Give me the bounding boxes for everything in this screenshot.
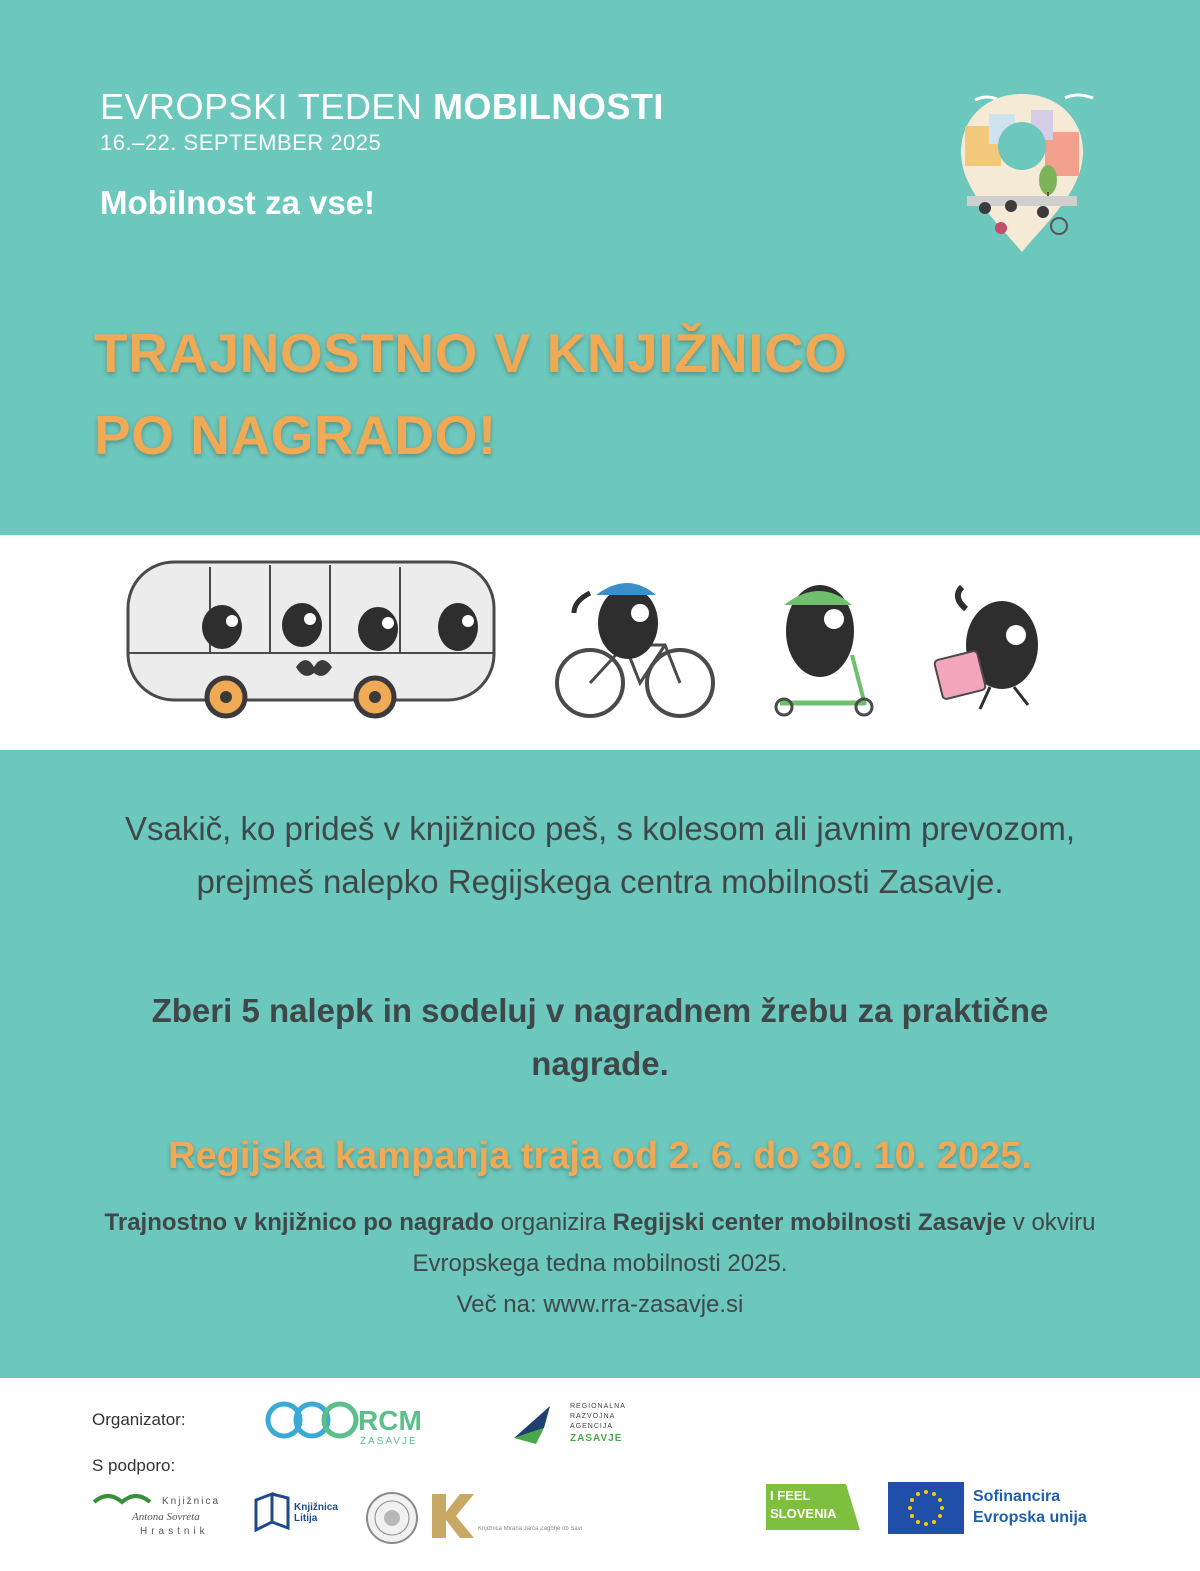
info-section <box>0 750 1200 1378</box>
headline <box>94 312 848 476</box>
org-bold2: Regijski center mobilnosti Zasavje <box>612 1209 1007 1236</box>
org-bold1: Trajnostno v knjižnico po nagrado <box>104 1209 494 1236</box>
org-text1: organizira <box>493 1209 613 1236</box>
organizer-note <box>60 1202 1140 1325</box>
more-info-link[interactable]: Več na: www.rra-zasavje.si <box>456 1291 744 1318</box>
k-logo-subtitle: Knjižnica Mirana Jarca Zagorje ob Savi <box>478 1526 583 1532</box>
litija-logo-text: Knjižnica Litija <box>294 1502 338 1524</box>
headline-line2: PO NAGRADO! <box>94 404 497 466</box>
bicycle-icon <box>557 583 713 716</box>
week-title-light: EVROPSKI TEDEN <box>100 86 433 127</box>
illustration-strip <box>0 535 1200 750</box>
walking-icon <box>934 587 1038 709</box>
headline-line1: TRAJNOSTNO V KNJIŽNICO <box>94 322 848 384</box>
org-text2: v okviru Evropskega tedna mobilnosti 2025. <box>412 1209 1096 1277</box>
header-section <box>0 0 1200 535</box>
eu-cofunding-text <box>973 1486 1087 1528</box>
ifeel-line2: SLOVENIA <box>770 1506 837 1521</box>
hrastnik-logo-line3: Hrastnik <box>140 1526 209 1537</box>
rcm-logo-sub: ZASAVJE <box>360 1436 418 1447</box>
rcm-logo-text: RCM <box>358 1405 422 1436</box>
paragraph-stickers: Vsakič, ko prideš v knjižnico peš, s kolesom ali javnim prevozom, prejmeš nalepko Regijskega centra mobilnosti Zasavje. <box>124 810 1076 900</box>
paragraph-prize-draw: Zberi 5 nalepk in sodeluj v nagradnem žrebu za praktične nagrade. <box>151 992 1049 1082</box>
i-feel-slovenia-logo <box>764 1482 862 1532</box>
mobility-illustration <box>0 535 1200 750</box>
rra-logo-line2: RAZVOJNA <box>570 1413 616 1420</box>
eu-flag-icon <box>888 1482 964 1534</box>
ifeel-line1: I FEEL <box>770 1488 811 1503</box>
location-pin-icon <box>945 86 1100 258</box>
rra-logo-line1: REGIONALNA <box>570 1403 626 1410</box>
knjiznica-litija-logo <box>252 1490 356 1536</box>
eu-line2: Evropska unija <box>973 1509 1087 1526</box>
knjiznica-hrastnik-logo <box>92 1490 248 1538</box>
organizer-label: Organizator: <box>92 1410 186 1429</box>
bus-icon <box>128 562 494 716</box>
footer-section <box>0 1378 1200 1571</box>
rra-logo-line3: AGENCIJA <box>570 1423 614 1430</box>
eu-line1: Sofinancira <box>973 1488 1061 1505</box>
scooter-icon <box>776 585 872 715</box>
support-label: S podporo: <box>92 1456 176 1475</box>
rra-logo-line4: ZASAVJE <box>570 1433 623 1444</box>
slogan: Mobilnost za vse! <box>100 184 376 221</box>
hrastnik-logo-line2: Antona Sovreta <box>132 1511 200 1523</box>
library-seal-logo <box>364 1490 420 1546</box>
knjiznica-zagorje-logo <box>426 1488 636 1544</box>
rcm-zasavje-logo <box>262 1396 442 1448</box>
week-title-bold: MOBILNOSTI <box>432 86 664 127</box>
week-title <box>100 86 664 128</box>
week-dates: 16.–22. SEPTEMBER 2025 <box>100 130 382 155</box>
rra-zasavje-logo <box>510 1398 640 1450</box>
hrastnik-logo-line1: Knjižnica <box>162 1496 221 1507</box>
campaign-dates: Regijska kampanja traja od 2. 6. do 30. 10. 2025. <box>168 1135 1032 1177</box>
